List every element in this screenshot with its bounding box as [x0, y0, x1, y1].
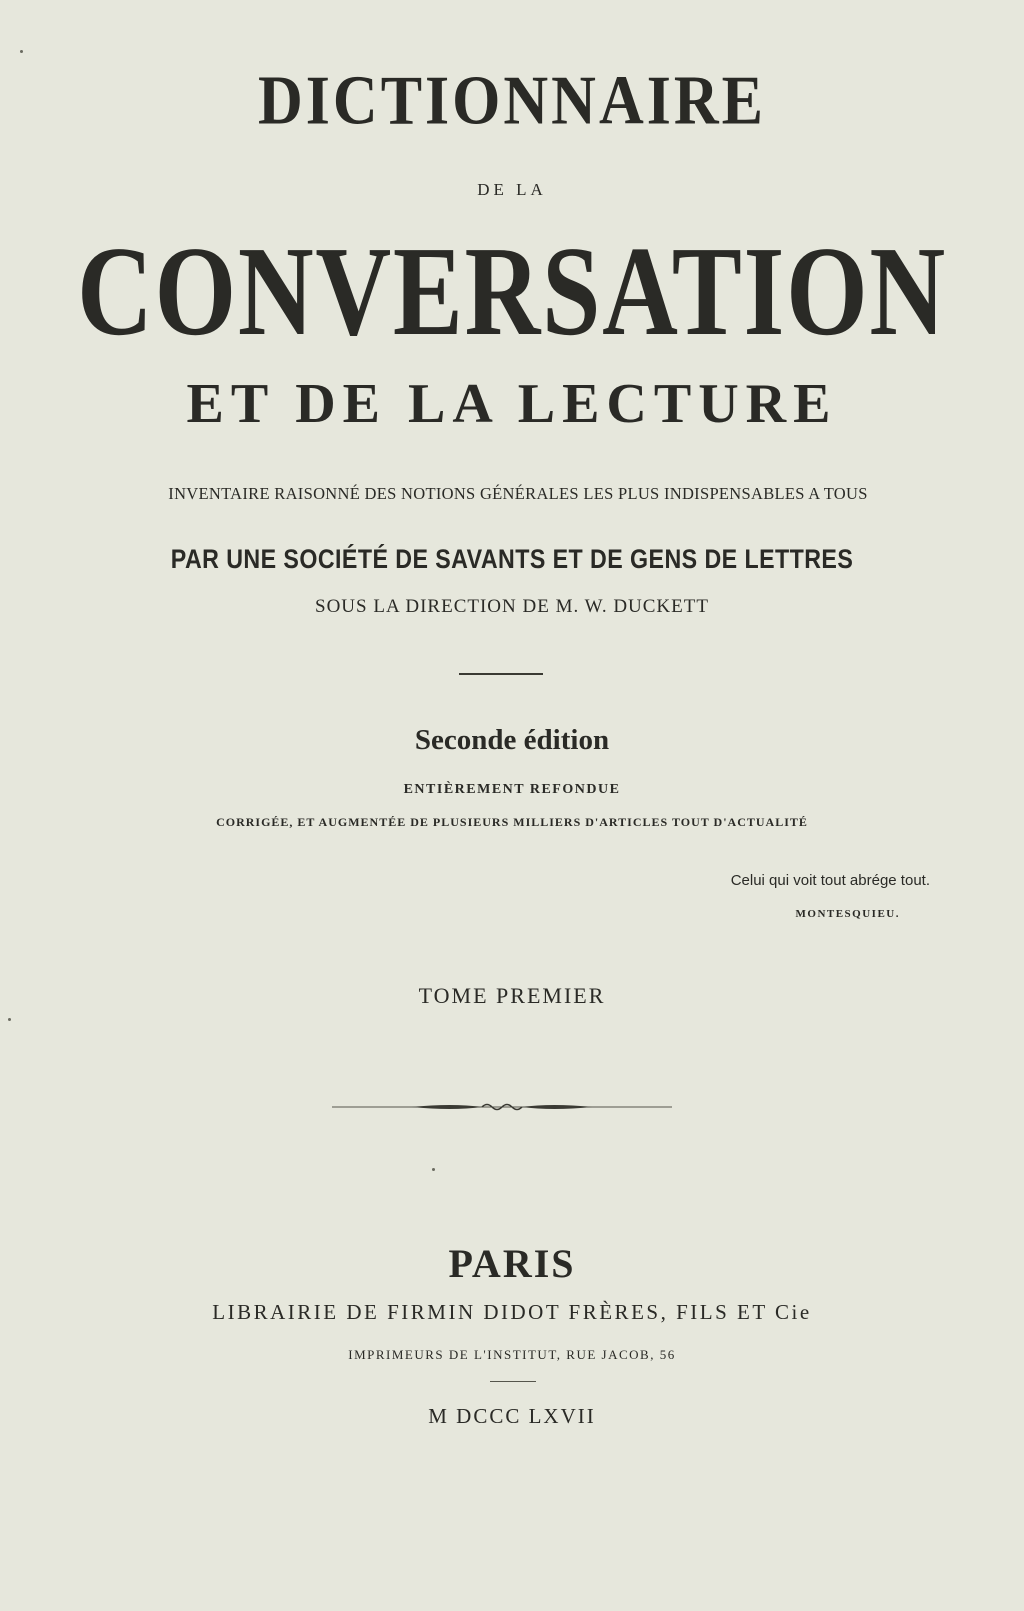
printer: IMPRIMEURS DE L'INSTITUT, RUE JACOB, 56: [348, 1347, 676, 1362]
epigraph-author: MONTESQUIEU.: [795, 908, 900, 920]
edition-heading: Seconde édition: [414, 724, 610, 756]
edition-note-refondue: ENTIÈREMENT REFONDUE: [403, 782, 621, 797]
subtitle: INVENTAIRE RAISONNÉ DES NOTIONS GÉNÉRALES LES PLUS INDISPENSABLES A TOUS: [168, 484, 868, 503]
ornamental-rule: [332, 1100, 672, 1114]
title-dictionnaire: DICTIONNAIRE: [258, 62, 766, 140]
direction-line: SOUS LA DIRECTION DE M. W. DUCKETT: [315, 596, 709, 617]
edition-note-corrigee: CORRIGÉE, ET AUGMENTÉE DE PLUSIEURS MILLIERS D'ARTICLES TOUT D'ACTUALITÉ: [216, 815, 808, 829]
title-lecture: ET DE LA LECTURE: [186, 373, 838, 435]
paper-speck: [8, 1018, 11, 1021]
city: PARIS: [448, 1241, 576, 1286]
epigraph-text: Celui qui voit tout abrége tout.: [730, 872, 930, 889]
publication-year: M DCCC LXVII: [428, 1404, 596, 1428]
paper-speck: [20, 50, 23, 53]
divider-rule: [459, 673, 543, 675]
authors-line: PAR UNE SOCIÉTÉ DE SAVANTS ET DE GENS DE LETTRES: [170, 544, 854, 574]
volume-label: TOME PREMIER: [418, 983, 606, 1008]
small-rule: [490, 1381, 536, 1382]
publisher: LIBRAIRIE DE FIRMIN DIDOT FRÈRES, FILS ET Cie: [212, 1300, 812, 1324]
paper-speck: [432, 1168, 435, 1171]
title-conversation: CONVERSATION: [77, 220, 947, 363]
title-connector: DE LA: [477, 180, 547, 199]
